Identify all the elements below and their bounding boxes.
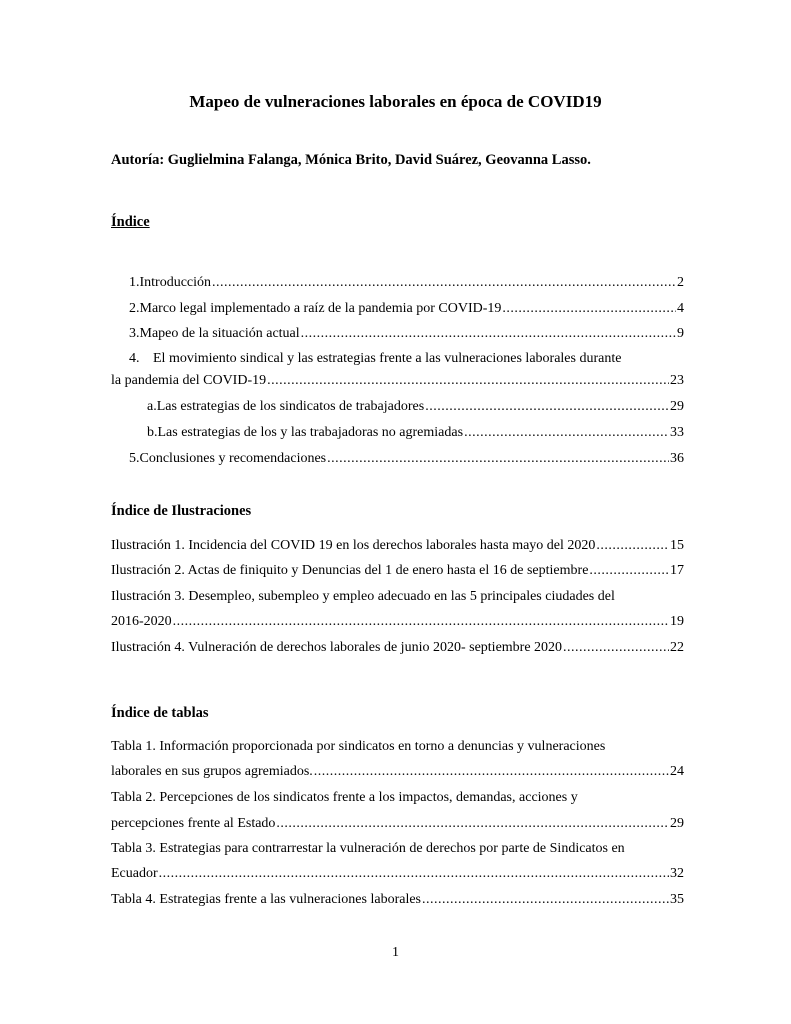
illustration-entry-3-line-1[interactable]: Ilustración 3. Desempleo, subempleo y empleo adecuado en las 5 principales ciudades del	[111, 589, 615, 604]
page-number: 1	[392, 945, 399, 960]
document-title: Mapeo de vulneraciones laborales en época de COVID19	[189, 92, 602, 111]
toc-entry-number: 5.	[129, 451, 140, 466]
toc-entry-text-continued: la pandemia del COVID-19	[111, 373, 267, 388]
toc-entry-number: 1.	[129, 275, 140, 290]
table-entry-page: 24	[670, 764, 684, 779]
illustration-entry-2[interactable]	[111, 562, 684, 580]
authorship-line: Autoría: Guglielmina Falanga, Mónica Brito, David Suárez, Geovanna Lasso.	[111, 152, 591, 168]
toc-entry-text: Las estrategias de los sindicatos de trabajadores	[156, 399, 425, 414]
table-entry-page: 35	[670, 892, 684, 907]
illustration-entry-3-line-2[interactable]	[111, 613, 684, 631]
table-entry-1-line-1[interactable]: Tabla 1. Información proporcionada por sindicatos en torno a denuncias y vulneraciones	[111, 739, 606, 754]
table-entry-2-line-2[interactable]	[111, 815, 684, 833]
index-heading: Índice	[111, 214, 150, 230]
toc-entry-number: 4.	[129, 351, 140, 366]
table-entry-page: 32	[670, 866, 684, 881]
leader-dots	[502, 300, 676, 318]
leader-dots	[212, 274, 676, 292]
leader-dots	[464, 424, 669, 442]
toc-entry-2[interactable]	[129, 300, 684, 318]
toc-entry-text: Marco legal implementado a raíz de la pandemia por COVID-19	[139, 301, 502, 316]
illustration-entry-page: 17	[670, 563, 684, 578]
illustration-entry-text-continued: 2016-2020	[111, 614, 172, 629]
leader-dots	[301, 325, 676, 343]
table-entry-page: 29	[670, 816, 684, 831]
toc-entry-page: 4	[677, 301, 684, 316]
toc-entry-text: Conclusiones y recomendaciones	[139, 451, 327, 466]
leader-dots	[422, 891, 669, 909]
illustration-entry-1[interactable]	[111, 537, 684, 555]
table-entry-text-continued: laborales en sus grupos agremiados.	[111, 764, 313, 779]
illustration-entry-text: Ilustración 1. Incidencia del COVID 19 en los derechos laborales hasta mayo del 2020	[111, 538, 596, 553]
toc-entry-page: 2	[677, 275, 684, 290]
table-entry-1-line-2[interactable]	[111, 763, 684, 781]
leader-dots	[563, 639, 669, 657]
leader-dots	[596, 537, 669, 555]
illustration-entry-4[interactable]	[111, 639, 684, 657]
table-entry-2-line-1[interactable]: Tabla 2. Percepciones de los sindicatos frente a los impactos, demandas, acciones y	[111, 790, 578, 805]
table-entry-3-line-1[interactable]: Tabla 3. Estrategias para contrarrestar la vulneración de derechos por parte de Sindicatos en	[111, 841, 625, 856]
toc-entry-1[interactable]	[129, 274, 684, 292]
toc-entry-5[interactable]	[129, 450, 684, 468]
leader-dots	[276, 815, 669, 833]
toc-entry-text: Las estrategias de los y las trabajadoras no agremiadas	[157, 425, 464, 440]
leader-dots	[173, 613, 669, 631]
leader-dots	[314, 763, 669, 781]
toc-entry-4a[interactable]	[147, 398, 684, 416]
table-entry-4[interactable]	[111, 891, 684, 909]
tables-heading: Índice de tablas	[111, 705, 209, 721]
table-entry-3-line-2[interactable]	[111, 865, 684, 883]
toc-entry-number: 3.	[129, 326, 140, 341]
leader-dots	[425, 398, 669, 416]
toc-entry-3[interactable]	[129, 325, 684, 343]
toc-entry-page: 36	[670, 451, 684, 466]
illustration-entry-page: 19	[670, 614, 684, 629]
leader-dots	[589, 562, 669, 580]
leader-dots	[327, 450, 669, 468]
toc-entry-page: 33	[670, 425, 684, 440]
table-entry-text: Tabla 4. Estrategias frente a las vulneraciones laborales	[111, 892, 421, 907]
toc-entry-number: b.	[147, 425, 158, 440]
illustration-entry-text: Ilustración 4. Vulneración de derechos laborales de junio 2020- septiembre 2020	[111, 640, 563, 655]
toc-entry-4-line-1[interactable]	[129, 350, 621, 368]
table-entry-text-continued: Ecuador	[111, 866, 158, 881]
toc-entry-number: a.	[147, 399, 157, 414]
toc-entry-4b[interactable]	[147, 424, 684, 442]
toc-entry-text: Introducción	[139, 275, 212, 290]
illustration-entry-page: 15	[670, 538, 684, 553]
table-entry-text-continued: percepciones frente al Estado	[111, 816, 276, 831]
illustrations-heading: Índice de Ilustraciones	[111, 503, 252, 519]
toc-entry-number: 2.	[129, 301, 140, 316]
leader-dots	[267, 372, 669, 390]
illustration-entry-text: Ilustración 2. Actas de finiquito y Denuncias del 1 de enero hasta el 16 de septiembre	[111, 563, 589, 578]
leader-dots	[159, 865, 669, 883]
toc-entry-page: 23	[670, 373, 684, 388]
toc-entry-4-line-2[interactable]	[111, 372, 684, 390]
toc-entry-page: 9	[677, 326, 684, 341]
toc-entry-text: El movimiento sindical y las estrategias frente a las vulneraciones laborales durante	[153, 351, 622, 366]
illustration-entry-page: 22	[670, 640, 684, 655]
toc-entry-page: 29	[670, 399, 684, 414]
toc-entry-text: Mapeo de la situación actual	[139, 326, 300, 341]
